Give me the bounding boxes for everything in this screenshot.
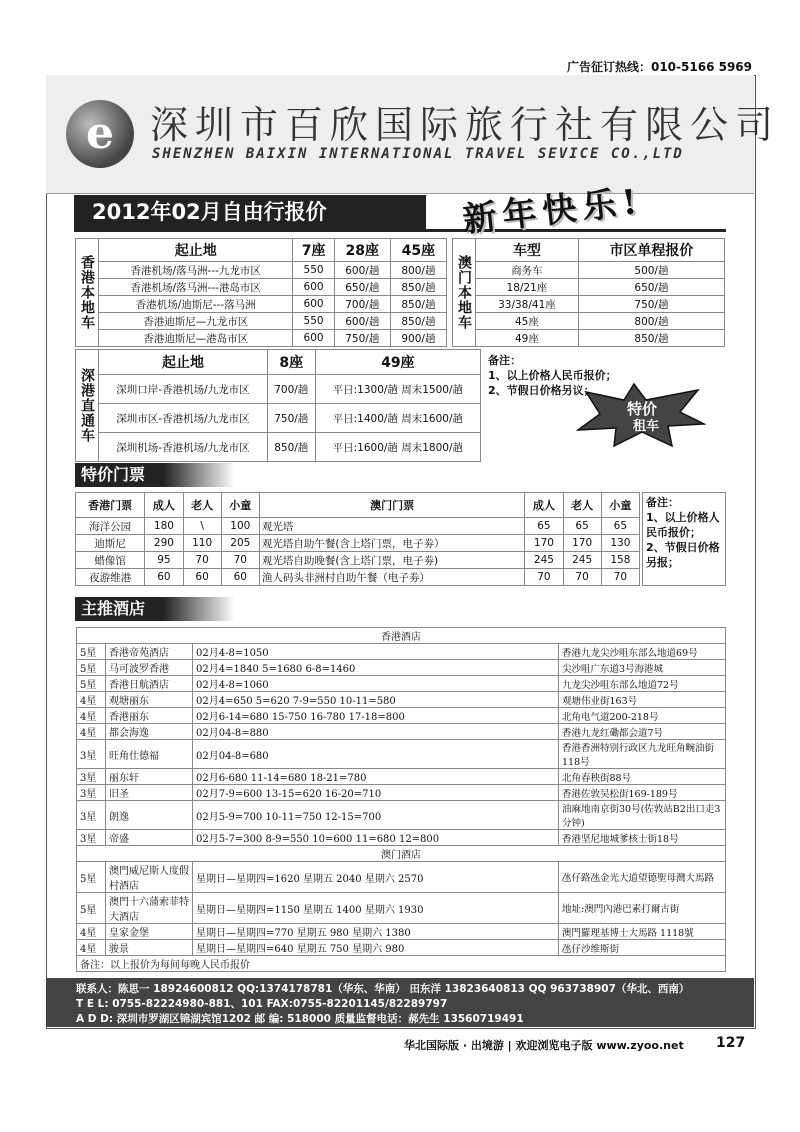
sz-hk-through-car-table (75, 349, 481, 462)
hotel-price: 02月4-8=1050 (193, 644, 559, 660)
vehicle: 33/38/41座 (476, 296, 579, 313)
col-header: 45座 (390, 239, 446, 262)
price: 550 (293, 313, 334, 330)
hk-hotels-title: 香港酒店 (77, 628, 726, 644)
price: 70 (183, 552, 221, 569)
table-row (77, 692, 726, 708)
section-hotels-title: 主推酒店 (75, 597, 235, 621)
route: 深圳市区-香港机场/九龙市区 (99, 404, 268, 433)
star: 5星 (77, 676, 106, 692)
ticket-notes (642, 492, 726, 586)
price: 95 (145, 552, 183, 569)
table-row (76, 569, 640, 586)
note-line: 2、节假日价格另报； (646, 541, 720, 569)
ticket-name: 迪斯尼 (76, 535, 145, 552)
macau-local-car-table (452, 238, 725, 347)
hotel-price: 02月6-14=680 15-750 16-780 17-18=800 (193, 708, 559, 724)
hotel-price: 02月4=1840 5=1680 6-8=1460 (193, 660, 559, 676)
table-row (453, 279, 725, 296)
table-row (76, 518, 640, 535)
price: 650/趟 (334, 279, 390, 296)
ticket-name: 海洋公园 (76, 518, 145, 535)
price: 平日:1400/趟 周末1600/趟 (315, 404, 480, 433)
hk-local-label: 香港本地车 (76, 239, 99, 347)
price: 245 (563, 552, 601, 569)
price: 600/趟 (334, 313, 390, 330)
hotel-name: 皇家金堡 (106, 924, 193, 940)
price: 700/趟 (267, 375, 315, 404)
hotel-name: 观塘丽东 (106, 692, 193, 708)
hotel-name: 香港帝苑酒店 (106, 644, 193, 660)
hotel-name: 旺角仕德福 (106, 740, 193, 769)
hotel-address: 地址:澳門內港巴素打爾古街 (559, 893, 726, 924)
col-header: 49座 (315, 350, 480, 375)
price: 平日:1300/趟 周末1500/趟 (315, 375, 480, 404)
price: 750/趟 (267, 404, 315, 433)
price: 65 (563, 518, 601, 535)
price: 850/趟 (578, 330, 724, 347)
hotel-address: 香港香洲特别行政区九龙旺角畹油街118号 (559, 740, 726, 769)
price: 60 (183, 569, 221, 586)
price: 500/趟 (578, 262, 724, 279)
ticket-name: 观光塔 (259, 518, 524, 535)
hotel-name: 马可波罗香港 (106, 660, 193, 676)
table-row (77, 862, 726, 893)
hotel-address: 澳門羅理基博士大馬路 1118號 (559, 924, 726, 940)
col-header: 老人 (183, 493, 221, 518)
section-tickets-title: 特价门票 (75, 463, 235, 487)
table-row (453, 296, 725, 313)
table-row (76, 375, 481, 404)
price: \ (183, 518, 221, 535)
star: 3星 (77, 740, 106, 769)
col-header: 8座 (267, 350, 315, 375)
price: 65 (525, 518, 563, 535)
table-row (76, 262, 447, 279)
star: 4星 (77, 940, 106, 956)
hotel-address: 观塘伟业街163号 (559, 692, 726, 708)
star: 4星 (77, 924, 106, 940)
price: 850/趟 (390, 313, 446, 330)
hotel-price: 02月5-9=700 10-11=750 12-15=700 (193, 801, 559, 830)
table-row (76, 330, 447, 347)
vehicle: 商务车 (476, 262, 579, 279)
hotel-name: 都会海逸 (106, 724, 193, 740)
logo-letter: e (86, 108, 114, 159)
vehicle: 45座 (476, 313, 579, 330)
price-title: 2012年02月自由行报价 (74, 195, 426, 229)
table-row (453, 313, 725, 330)
route: 深圳口岸-香港机场/九龙市区 (99, 375, 268, 404)
hotel-price: 星期日—星期四=1620 星期五 2040 星期六 2570 (193, 862, 559, 893)
price: 平日:1600/趟 周末1800/趟 (315, 433, 480, 462)
price: 60 (221, 569, 259, 586)
address-line: A D D: 深圳市罗湖区锦湖宾馆1202 邮 编: 518000 质量监督电话：郝先生 13560719491 (76, 1013, 524, 1025)
hotel-address: 油麻地南京街30号(佐敦站B2出口走3分钟) (559, 801, 726, 830)
ad-hotline: 广告征订热线：010-5166 5969 (566, 60, 752, 74)
price: 70 (221, 552, 259, 569)
hotel-address: 北角电气道200-218号 (559, 708, 726, 724)
hotel-price: 02月7-9=600 13-15=620 16-20=710 (193, 785, 559, 801)
route: 香港机场/落马洲---港岛市区 (99, 279, 293, 296)
hotel-address: 九龙尖沙咀东部么地道72号 (559, 676, 726, 692)
route: 香港机场/落马洲---九龙市区 (99, 262, 293, 279)
note-line: 1、以上价格人民币报价； (488, 369, 617, 382)
note-line: 1、以上价格人民币报价； (646, 511, 720, 539)
ticket-name: 夜游维港 (76, 569, 145, 586)
star: 3星 (77, 801, 106, 830)
price: 70 (601, 569, 639, 586)
col-header: 澳门门票 (259, 493, 524, 518)
star: 5星 (77, 660, 106, 676)
hotel-price: 星期日—星期四=1150 星期五 1400 星期六 1930 (193, 893, 559, 924)
price: 180 (145, 518, 183, 535)
company-name-en: SHENZHEN BAIXIN INTERNATIONAL TRAVEL SEVICE CO.,LTD (152, 146, 684, 162)
col-header: 成人 (525, 493, 563, 518)
price: 100 (221, 518, 259, 535)
hk-local-car-table (75, 238, 447, 347)
route: 香港迪斯尼—九龙市区 (99, 313, 293, 330)
hotel-name: 朗逸 (106, 801, 193, 830)
ticket-name: 渔人码头非洲村自助午餐（电子劵） (259, 569, 524, 586)
special-rental-badge (576, 382, 706, 448)
col-header: 市区单程报价 (578, 239, 724, 262)
star: 5星 (77, 644, 106, 660)
table-row (76, 279, 447, 296)
hotel-name: 帝盛 (106, 830, 193, 846)
price: 750/趟 (334, 330, 390, 347)
hotel-address: 香港九龙尖沙咀东部么地道69号 (559, 644, 726, 660)
hotel-address: 北角春秧街88号 (559, 769, 726, 785)
vehicle: 18/21座 (476, 279, 579, 296)
table-row (76, 313, 447, 330)
hotels-table (76, 627, 726, 972)
table-row (77, 830, 726, 846)
price: 290 (145, 535, 183, 552)
price: 245 (525, 552, 563, 569)
price: 70 (563, 569, 601, 586)
price: 600/趟 (334, 262, 390, 279)
star: 4星 (77, 724, 106, 740)
table-row (76, 404, 481, 433)
price: 600 (293, 279, 334, 296)
title-divider (74, 229, 726, 232)
contact-footer (46, 978, 754, 1027)
table-row (77, 785, 726, 801)
col-header: 7座 (293, 239, 334, 262)
col-header: 小童 (601, 493, 639, 518)
ticket-name: 观光塔自助午餐(含上塔门票，电子劵） (259, 535, 524, 552)
hotel-address: 尖沙咀广东道3号海港城 (559, 660, 726, 676)
star: 3星 (77, 769, 106, 785)
table-row (76, 552, 640, 569)
company-name-cn: 深圳市百欣国际旅行社有限公司 (150, 103, 781, 147)
price: 650/趟 (578, 279, 724, 296)
table-row (77, 769, 726, 785)
star: 4星 (77, 708, 106, 724)
ticket-name: 观光塔自助晚餐(含上塔门票，电子劵) (259, 552, 524, 569)
hotel-price: 02月5-7=300 8-9=550 10=600 11=680 12=800 (193, 830, 559, 846)
hotel-price: 02月6-680 11-14=680 18-21=780 (193, 769, 559, 785)
hotel-price: 星期日—星期四=770 星期五 980 星期六 1380 (193, 924, 559, 940)
table-row (76, 296, 447, 313)
hotel-price: 星期日—星期四=640 星期五 750 星期六 980 (193, 940, 559, 956)
price: 850/趟 (267, 433, 315, 462)
price: 900/趟 (390, 330, 446, 347)
new-year-greeting: 新年快乐! (460, 181, 645, 241)
table-row (77, 740, 726, 769)
hotel-price: 02月4=650 5=620 7-9=550 10-11=580 (193, 692, 559, 708)
star: 3星 (77, 830, 106, 846)
price: 158 (601, 552, 639, 569)
star: 5星 (77, 893, 106, 924)
note-line: 备注： (646, 496, 679, 509)
price: 550 (293, 262, 334, 279)
macau-hotels-title: 澳门酒店 (77, 846, 726, 862)
hotel-name: 香港丽东 (106, 708, 193, 724)
hotel-address: 氹仔沙维斯街 (559, 940, 726, 956)
col-header: 起止地 (99, 239, 293, 262)
table-row (77, 676, 726, 692)
hotel-remark: 备注：以上报价为每间每晚人民币报价 (77, 956, 726, 972)
table-row (77, 660, 726, 676)
price: 600 (293, 296, 334, 313)
publication-line: 华北国际版 · 出境游 | 欢迎浏览电子版 www.zyoo.net (404, 1039, 684, 1052)
price: 850/趟 (390, 279, 446, 296)
through-car-label: 深港直通车 (76, 350, 99, 462)
hotel-price: 02月4-8=1060 (193, 676, 559, 692)
hotel-name: 澳門威尼斯人度假村酒店 (106, 862, 193, 893)
hotel-name: 香港日航酒店 (106, 676, 193, 692)
table-row (76, 535, 640, 552)
route: 香港机场/迪斯尼---落马洲 (99, 296, 293, 313)
table-row (453, 330, 725, 347)
price: 110 (183, 535, 221, 552)
table-row (77, 893, 726, 924)
table-row (77, 644, 726, 660)
price: 170 (525, 535, 563, 552)
ticket-name: 蜡像馆 (76, 552, 145, 569)
col-header: 香港门票 (76, 493, 145, 518)
price: 800/趟 (578, 313, 724, 330)
tel-line: T E L: 0755-82224980-881、101 FAX:0755-82201145/82289797 (76, 998, 448, 1010)
hotel-address: 香港九龙红磡都会道7号 (559, 724, 726, 740)
table-row (77, 708, 726, 724)
price: 60 (145, 569, 183, 586)
hotel-address: 香港坚尼地城爹核士街18号 (559, 830, 726, 846)
price: 65 (601, 518, 639, 535)
star: 5星 (77, 862, 106, 893)
price: 70 (525, 569, 563, 586)
table-row (77, 940, 726, 956)
vehicle: 49座 (476, 330, 579, 347)
table-row (77, 724, 726, 740)
price: 205 (221, 535, 259, 552)
hotel-address: 氹仔路氹金光大道望德聖母灣大馬路 (559, 862, 726, 893)
route: 香港迪斯尼—港岛市区 (99, 330, 293, 347)
contact-line: 联系人：陈思一 18924600812 QQ:1374178781（华东、华南） 田东洋 13823640813 QQ 963738907（华北、西南） (76, 983, 690, 995)
route: 深圳机场-香港机场/九龙市区 (99, 433, 268, 462)
tickets-table (75, 492, 640, 586)
hotel-name: 丽东轩 (106, 769, 193, 785)
price: 700/趟 (334, 296, 390, 313)
table-row (77, 924, 726, 940)
hotel-price: 02月04-8=680 (193, 740, 559, 769)
badge-line-1: 特价 (626, 400, 658, 418)
star: 3星 (77, 785, 106, 801)
badge-line-2: 租车 (632, 419, 660, 434)
col-header: 成人 (145, 493, 183, 518)
price: 170 (563, 535, 601, 552)
price: 800/趟 (390, 262, 446, 279)
hotel-name: 骏景 (106, 940, 193, 956)
price: 600 (293, 330, 334, 347)
col-header: 28座 (334, 239, 390, 262)
col-header: 起止地 (99, 350, 268, 375)
price: 130 (601, 535, 639, 552)
price: 850/趟 (390, 296, 446, 313)
table-row (76, 433, 481, 462)
table-row (77, 801, 726, 830)
price: 750/趟 (578, 296, 724, 313)
star: 4星 (77, 692, 106, 708)
hotel-address: 香港佐敦吴松街169-189号 (559, 785, 726, 801)
note-line: 2、节假日价格另议； (488, 384, 595, 397)
note-line: 备注： (488, 354, 521, 367)
hotel-price: 02月04-8=880 (193, 724, 559, 740)
col-header: 车型 (476, 239, 579, 262)
col-header: 小童 (221, 493, 259, 518)
macau-local-label: 澳门本地车 (453, 239, 476, 347)
page-number: 127 (716, 1035, 746, 1051)
col-header: 老人 (563, 493, 601, 518)
hotel-name: 旧圣 (106, 785, 193, 801)
table-row (453, 262, 725, 279)
hotel-name: 澳門十六蒲索菲特大酒店 (106, 893, 193, 924)
